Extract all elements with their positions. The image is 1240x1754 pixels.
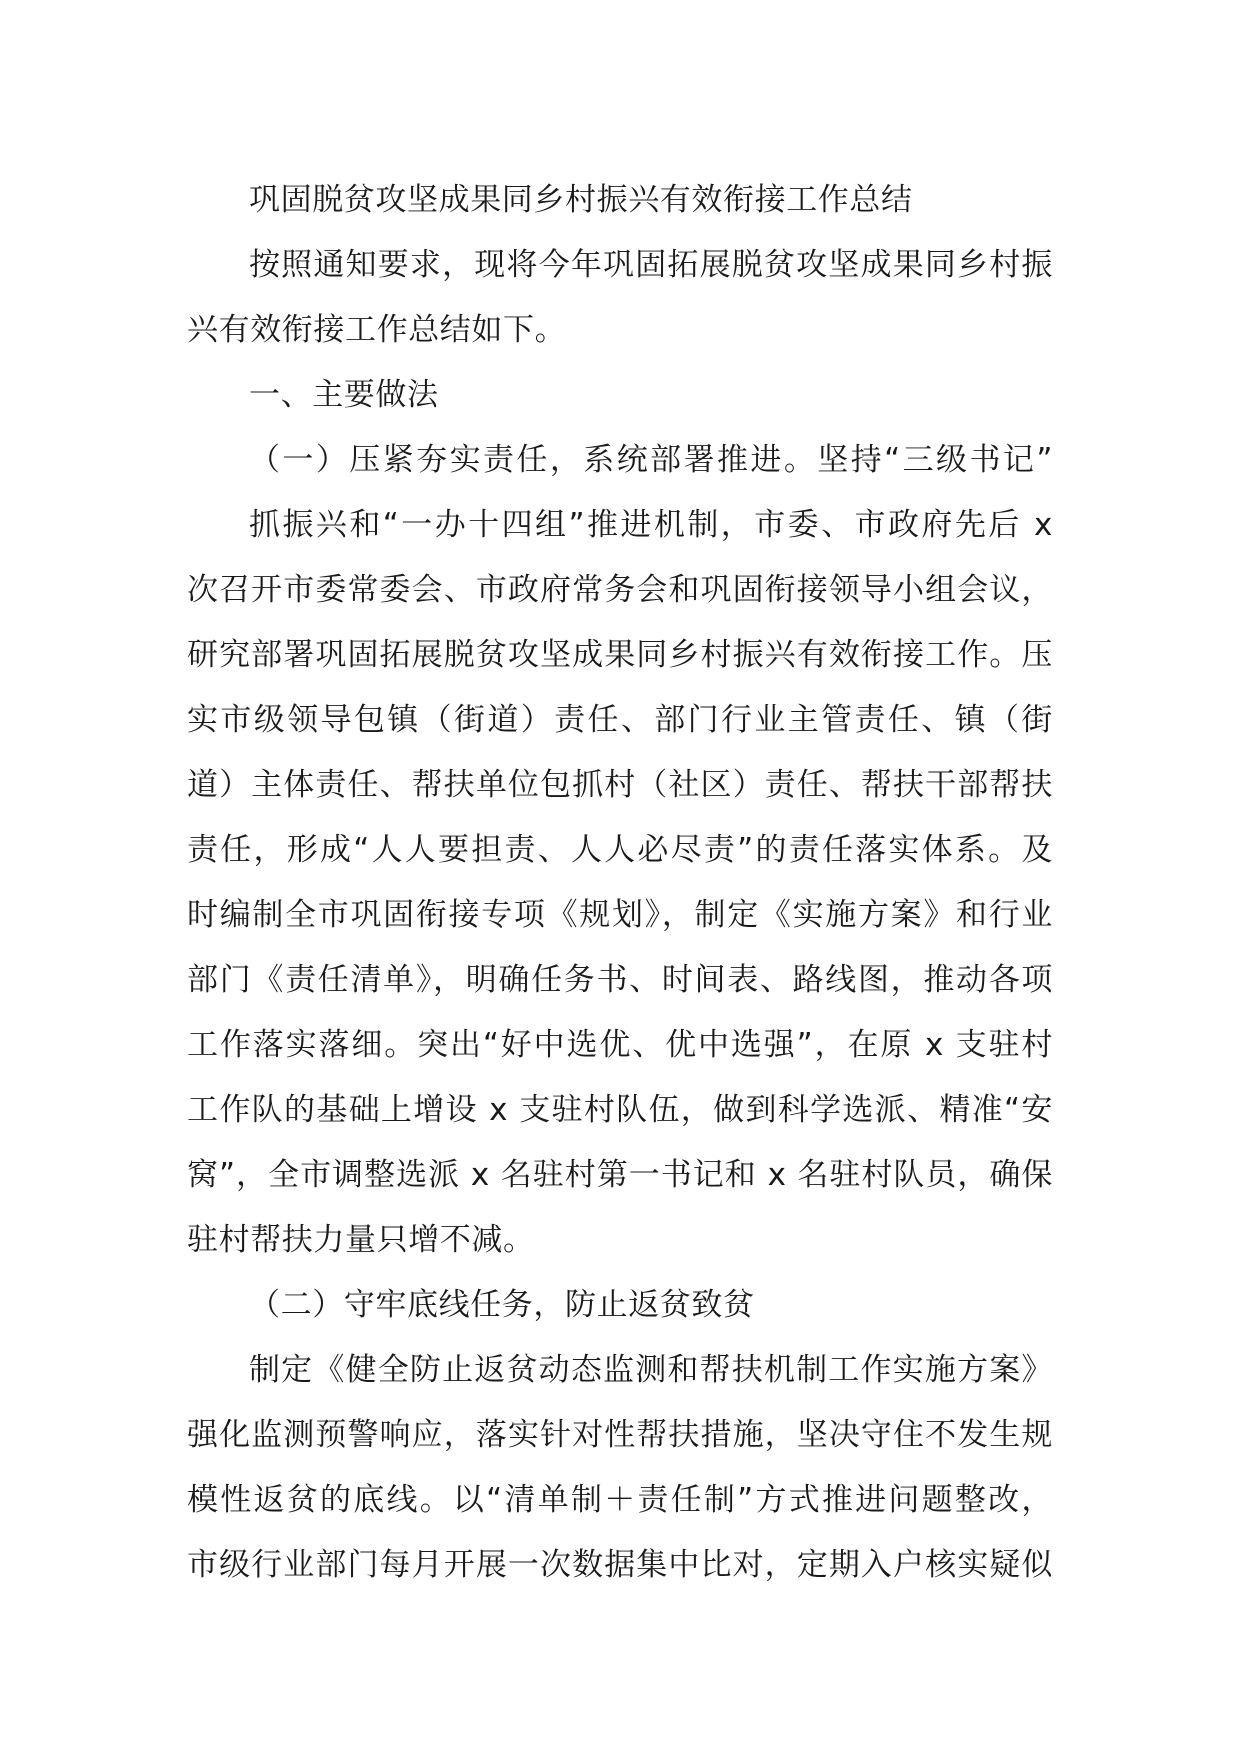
paragraph-2-line-1: 制定《健全防止返贫动态监测和帮扶机制工作实施方案》 xyxy=(249,1352,1053,1388)
paragraph-1-line-10: 工作队的基础上增设 x 支驻村队伍，做到科学选派、精准“安 xyxy=(187,1092,1053,1128)
paragraph-2-line-4: 市级行业部门每月开展一次数据集中比对，定期入户核实疑似 xyxy=(187,1547,1053,1583)
subsection-heading-2: （二）守牢底线任务，防止返贫致贫 xyxy=(249,1287,755,1323)
paragraph-1-line-1: 抓振兴和“一办十四组”推进机制，市委、市政府先后 x xyxy=(249,507,1053,543)
paragraph-intro-line-2: 兴有效衔接工作总结如下。 xyxy=(187,312,567,348)
paragraph-1-line-12: 驻村帮扶力量只增不减。 xyxy=(187,1222,535,1258)
paragraph-1-line-3: 研究部署巩固拓展脱贫攻坚成果同乡村振兴有效衔接工作。压 xyxy=(187,637,1053,673)
document-body xyxy=(187,168,1053,1598)
subsection-heading-1: （一）压紧夯实责任，系统部署推进。坚持“三级书记” xyxy=(249,442,1053,478)
section-heading-main-practices: 一、主要做法 xyxy=(249,377,439,413)
paragraph-1-line-5: 道）主体责任、帮扶单位包抓村（社区）责任、帮扶干部帮扶 xyxy=(187,767,1053,803)
paragraph-intro-line-1: 按照通知要求，现将今年巩固拓展脱贫攻坚成果同乡村振 xyxy=(249,247,1053,283)
document-title: 巩固脱贫攻坚成果同乡村振兴有效衔接工作总结 xyxy=(249,182,913,218)
paragraph-1-line-8: 部门《责任清单》，明确任务书、时间表、路线图，推动各项 xyxy=(187,962,1053,998)
paragraph-1-line-2: 次召开市委常委会、市政府常务会和巩固衔接领导小组会议， xyxy=(187,572,1053,608)
paragraph-1-line-9: 工作落实落细。突出“好中选优、优中选强”，在原 x 支驻村 xyxy=(187,1027,1053,1063)
paragraph-1-line-11: 窝”，全市调整选派 x 名驻村第一书记和 x 名驻村队员，确保 xyxy=(187,1157,1053,1193)
paragraph-1-line-6: 责任，形成“人人要担责、人人必尽责”的责任落实体系。及 xyxy=(187,832,1053,868)
paragraph-2-line-2: 强化监测预警响应，落实针对性帮扶措施，坚决守住不发生规 xyxy=(187,1417,1053,1453)
paragraph-2-line-3: 模性返贫的底线。以“清单制＋责任制”方式推进问题整改， xyxy=(187,1482,1053,1518)
paragraph-1-line-4: 实市级领导包镇（街道）责任、部门行业主管责任、镇（街 xyxy=(187,702,1053,738)
paragraph-1-line-7: 时编制全市巩固衔接专项《规划》，制定《实施方案》和行业 xyxy=(187,897,1053,933)
